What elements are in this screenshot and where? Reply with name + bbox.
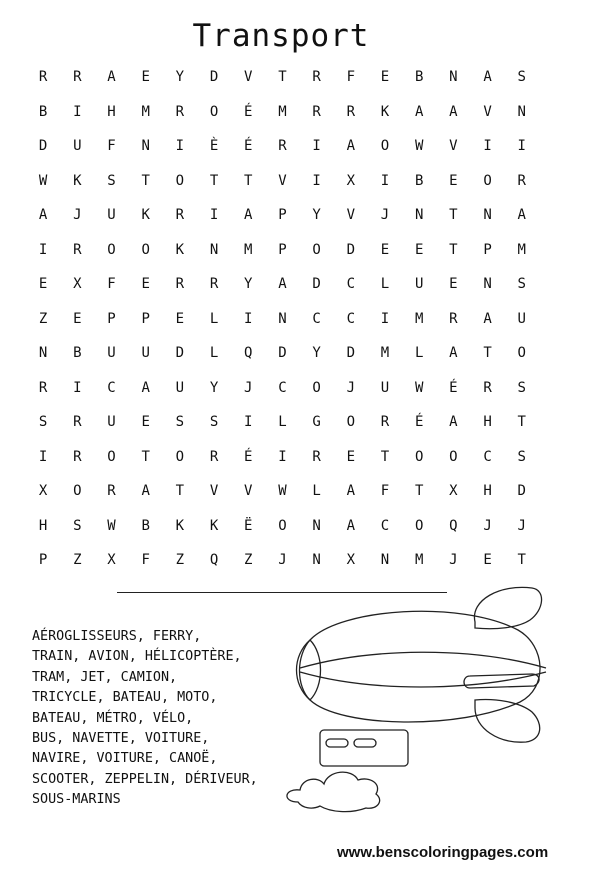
grid-letter: A: [346, 517, 355, 534]
grid-letter: E: [175, 310, 185, 327]
grid-letter: O: [449, 448, 458, 465]
grid-row: [26, 336, 539, 371]
grid-letter: N: [278, 310, 287, 327]
grid-letter: E: [141, 276, 150, 293]
grid-letter: L: [312, 483, 321, 500]
grid-letter: O: [483, 172, 492, 189]
grid-letter: S: [73, 517, 82, 534]
grid-letter: O: [517, 345, 526, 362]
grid-letter: W: [278, 483, 287, 500]
grid-letter: Z: [38, 310, 48, 327]
grid-letter: O: [312, 241, 321, 258]
grid-letter: U: [141, 345, 150, 362]
grid-letter: U: [107, 345, 116, 362]
grid-letter: T: [517, 552, 526, 569]
grid-letter: T: [244, 172, 253, 189]
grid-letter: W: [414, 379, 424, 396]
grid-letter: R: [483, 379, 492, 396]
grid-letter: Y: [312, 345, 321, 362]
word-list-line: BATEAU, MÉTRO, VÉLO,: [32, 710, 194, 726]
grid-letter: Q: [449, 517, 458, 534]
word-list-line: BUS, NAVETTE, VOITURE,: [32, 731, 210, 747]
grid-letter: V: [449, 138, 458, 155]
grid-letter: O: [141, 241, 150, 258]
grid-letter: C: [483, 448, 492, 465]
grid-letter: I: [312, 138, 321, 155]
grid-letter: I: [244, 414, 253, 431]
grid-letter: T: [449, 241, 458, 258]
grid-letter: C: [346, 310, 355, 327]
word-list-line: TRICYCLE, BATEAU, MOTO,: [32, 690, 218, 706]
grid-letter: K: [175, 517, 185, 534]
grid-letter: R: [209, 448, 219, 465]
grid-letter: V: [244, 69, 253, 86]
grid-row: [26, 440, 539, 475]
grid-letter: N: [517, 103, 526, 120]
grid-letter: B: [38, 103, 48, 120]
grid-letter: A: [414, 103, 424, 120]
grid-letter: V: [278, 172, 287, 189]
grid-letter: J: [449, 552, 458, 569]
gondola-window-1: [326, 739, 348, 747]
grid-letter: X: [107, 552, 116, 569]
grid-letter: F: [141, 552, 150, 569]
grid-letter: P: [107, 310, 116, 327]
grid-letter: R: [209, 276, 219, 293]
grid-letter: U: [73, 138, 82, 155]
grid-letter: E: [414, 241, 424, 258]
grid-letter: A: [449, 103, 458, 120]
grid-row: [26, 302, 539, 337]
grid-row: [26, 60, 539, 95]
grid-letter: R: [517, 172, 526, 189]
grid-letter: R: [175, 276, 185, 293]
grid-letter: J: [483, 517, 492, 534]
grid-letter: J: [346, 379, 355, 396]
grid-letter: X: [346, 172, 355, 189]
grid-letter: B: [414, 172, 424, 189]
grid-letter: O: [414, 517, 424, 534]
grid-letter: É: [244, 138, 253, 155]
grid-letter: O: [107, 241, 116, 258]
grid-row: [26, 198, 539, 233]
grid-letter: E: [38, 276, 48, 293]
grid-letter: Z: [175, 552, 185, 569]
grid-letter: C: [107, 379, 116, 396]
grid-letter: H: [38, 517, 48, 534]
word-list-line: AÉROGLISSEURS, FERRY,: [32, 629, 202, 644]
grid-letter: S: [175, 414, 185, 431]
grid-letter: I: [38, 448, 48, 465]
grid-letter: D: [346, 241, 355, 258]
grid-letter: X: [38, 483, 48, 500]
grid-letter: A: [517, 207, 526, 224]
grid-letter: N: [380, 552, 390, 569]
grid-letter: U: [107, 207, 116, 224]
grid-letter: T: [380, 448, 390, 465]
grid-letter: A: [449, 414, 458, 431]
grid-letter: X: [346, 552, 355, 569]
grid-letter: J: [244, 379, 253, 396]
grid-row: [26, 129, 539, 164]
grid-letter: I: [209, 207, 219, 224]
grid-letter: O: [414, 448, 424, 465]
grid-letter: Y: [209, 379, 219, 396]
grid-letter: B: [73, 345, 82, 362]
grid-letter: F: [380, 483, 390, 500]
grid-letter: K: [175, 241, 185, 258]
grid-letter: M: [414, 552, 424, 569]
grid-letter: T: [278, 69, 287, 86]
cloud: [287, 772, 380, 812]
grid-letter: D: [312, 276, 321, 293]
grid-letter: É: [244, 448, 253, 465]
grid-letter: R: [73, 414, 82, 431]
grid-letter: K: [209, 517, 219, 534]
grid-letter: I: [244, 310, 253, 327]
grid-letter: W: [414, 138, 424, 155]
grid-letter: S: [517, 379, 526, 396]
grid-letter: I: [278, 448, 287, 465]
grid-letter: M: [278, 103, 287, 120]
airship-illustration: [270, 580, 560, 820]
top-fin: [474, 587, 541, 628]
grid-letter: Q: [209, 552, 219, 569]
grid-letter: T: [141, 448, 150, 465]
grid-letter: D: [209, 69, 219, 86]
grid-letter: K: [141, 207, 150, 224]
grid-letter: U: [414, 276, 424, 293]
grid-letter: O: [175, 172, 185, 189]
word-list-line: SCOOTER, ZEPPELIN, DÉRIVEUR,: [32, 771, 258, 787]
grid-letter: R: [175, 207, 185, 224]
grid-letter: N: [414, 207, 424, 224]
grid-row: [26, 95, 539, 130]
grid-row: [26, 164, 539, 199]
grid-letter: C: [312, 310, 321, 327]
grid-letter: N: [483, 207, 492, 224]
grid-letter: I: [380, 172, 390, 189]
grid-letter: R: [73, 69, 82, 86]
grid-letter: I: [73, 103, 82, 120]
grid-letter: Q: [244, 345, 253, 362]
grid-letter: V: [483, 103, 492, 120]
grid-letter: T: [483, 345, 492, 362]
grid-letter: S: [107, 172, 116, 189]
grid-letter: M: [517, 241, 526, 258]
grid-letter: R: [107, 483, 116, 500]
grid-letter: U: [175, 379, 185, 396]
grid-letter: R: [312, 448, 321, 465]
grid-letter: R: [449, 310, 458, 327]
grid-row: [26, 543, 539, 578]
grid-letter: R: [73, 241, 82, 258]
grid-letter: X: [73, 276, 82, 293]
grid-letter: E: [141, 69, 150, 86]
grid-letter: N: [449, 69, 458, 86]
grid-letter: U: [517, 310, 526, 327]
grid-letter: L: [209, 345, 219, 362]
grid-letter: L: [209, 310, 219, 327]
grid-letter: M: [244, 241, 253, 258]
grid-letter: D: [38, 138, 48, 155]
grid-letter: L: [414, 345, 424, 362]
grid-letter: T: [517, 414, 526, 431]
grid-letter: P: [278, 241, 287, 258]
grid-letter: C: [380, 517, 390, 534]
grid-letter: E: [449, 276, 458, 293]
grid-letter: W: [38, 172, 48, 189]
grid-letter: O: [107, 448, 116, 465]
grid-letter: I: [517, 138, 526, 155]
grid-letter: M: [380, 345, 390, 362]
grid-letter: U: [107, 414, 116, 431]
grid-letter: C: [346, 276, 355, 293]
grid-letter: E: [141, 414, 150, 431]
grid-letter: G: [312, 414, 321, 431]
grid-letter: R: [380, 414, 390, 431]
body-stripe: [300, 652, 546, 668]
word-search-grid: [26, 60, 539, 578]
grid-letter: S: [517, 448, 526, 465]
grid-row: [26, 371, 539, 406]
grid-letter: F: [107, 276, 116, 293]
grid-letter: W: [107, 517, 116, 534]
grid-letter: P: [278, 207, 287, 224]
grid-letter: J: [73, 207, 82, 224]
grid-letter: D: [278, 345, 287, 362]
grid-letter: H: [483, 483, 492, 500]
grid-letter: R: [175, 103, 185, 120]
grid-letter: U: [380, 379, 390, 396]
grid-letter: R: [312, 103, 321, 120]
grid-letter: V: [209, 483, 219, 500]
grid-letter: N: [141, 138, 150, 155]
grid-letter: C: [278, 379, 287, 396]
grid-letter: J: [517, 517, 526, 534]
grid-letter: P: [38, 552, 48, 569]
grid-letter: I: [175, 138, 185, 155]
grid-letter: R: [312, 69, 321, 86]
grid-letter: J: [278, 552, 287, 569]
grid-letter: T: [209, 172, 219, 189]
page-title: Transport: [192, 18, 370, 54]
grid-letter: I: [312, 172, 321, 189]
grid-letter: A: [38, 207, 48, 224]
grid-letter: É: [449, 379, 458, 396]
grid-row: [26, 509, 539, 544]
grid-letter: H: [107, 103, 116, 120]
grid-letter: N: [38, 345, 48, 362]
grid-letter: F: [107, 138, 116, 155]
grid-letter: T: [414, 483, 424, 500]
grid-letter: A: [107, 69, 116, 86]
grid-letter: O: [209, 103, 219, 120]
word-list-line: TRAM, JET, CAMION,: [32, 669, 178, 685]
grid-letter: R: [346, 103, 355, 120]
grid-letter: I: [38, 241, 48, 258]
grid-letter: É: [244, 103, 253, 120]
grid-letter: O: [380, 138, 390, 155]
gondola-window-2: [354, 739, 376, 747]
grid-letter: E: [380, 69, 390, 86]
grid-row: [26, 233, 539, 268]
grid-letter: O: [346, 414, 355, 431]
grid-letter: E: [380, 241, 390, 258]
grid-row: [26, 267, 539, 302]
grid-letter: A: [449, 345, 458, 362]
grid-letter: N: [209, 241, 219, 258]
grid-letter: Ë: [244, 517, 253, 534]
grid-letter: I: [380, 310, 390, 327]
grid-letter: Y: [312, 207, 321, 224]
grid-letter: L: [278, 414, 287, 431]
grid-letter: S: [209, 414, 219, 431]
grid-letter: S: [517, 69, 526, 86]
grid-letter: S: [517, 276, 526, 293]
grid-letter: A: [141, 379, 150, 396]
grid-letter: D: [346, 345, 355, 362]
grid-letter: O: [278, 517, 287, 534]
grid-letter: O: [312, 379, 321, 396]
grid-letter: X: [449, 483, 458, 500]
grid-letter: Y: [244, 276, 253, 293]
grid-letter: A: [141, 483, 150, 500]
grid-letter: E: [73, 310, 82, 327]
grid-letter: H: [483, 414, 492, 431]
grid-letter: A: [483, 310, 492, 327]
grid-letter: È: [209, 138, 219, 155]
site-url: www.benscoloringpages.com: [337, 844, 549, 861]
grid-letter: V: [244, 483, 253, 500]
grid-letter: A: [483, 69, 492, 86]
grid-letter: Z: [244, 552, 253, 569]
grid-row: [26, 474, 539, 509]
grid-letter: K: [73, 172, 82, 189]
grid-letter: R: [38, 379, 48, 396]
grid-letter: T: [449, 207, 458, 224]
grid-letter: E: [483, 552, 492, 569]
grid-letter: D: [175, 345, 185, 362]
grid-letter: T: [141, 172, 150, 189]
gondola: [320, 730, 408, 766]
grid-letter: A: [346, 138, 355, 155]
grid-letter: R: [278, 138, 287, 155]
grid-letter: K: [380, 103, 390, 120]
grid-letter: R: [73, 448, 82, 465]
grid-letter: N: [483, 276, 492, 293]
grid-letter: A: [346, 483, 355, 500]
word-list-line: NAVIRE, VOITURE, CANOË,: [32, 751, 218, 767]
grid-letter: D: [517, 483, 526, 500]
grid-letter: S: [38, 414, 48, 431]
grid-letter: É: [414, 414, 424, 431]
grid-letter: R: [38, 69, 48, 86]
grid-letter: B: [141, 517, 150, 534]
grid-letter: I: [483, 138, 492, 155]
grid-row: [26, 405, 539, 440]
grid-letter: P: [483, 241, 492, 258]
grid-letter: L: [380, 276, 390, 293]
grid-letter: N: [312, 517, 321, 534]
grid-letter: Y: [175, 69, 185, 86]
grid-letter: A: [244, 207, 253, 224]
grid-letter: T: [175, 483, 185, 500]
grid-letter: A: [278, 276, 287, 293]
word-list-line: SOUS-MARINS: [32, 792, 121, 808]
grid-letter: F: [346, 69, 355, 86]
grid-letter: E: [346, 448, 355, 465]
grid-letter: O: [175, 448, 185, 465]
grid-letter: B: [414, 69, 424, 86]
grid-letter: M: [414, 310, 424, 327]
grid-letter: J: [380, 207, 390, 224]
grid-letter: I: [73, 379, 82, 396]
grid-letter: V: [346, 207, 355, 224]
grid-letter: N: [312, 552, 321, 569]
grid-letter: Z: [73, 552, 82, 569]
grid-letter: E: [449, 172, 458, 189]
grid-letter: M: [141, 103, 150, 120]
word-list-line: TRAIN, AVION, HÉLICOPTÈRE,: [32, 649, 242, 665]
bottom-fin: [475, 700, 540, 743]
grid-letter: P: [141, 310, 150, 327]
grid-letter: O: [73, 483, 82, 500]
